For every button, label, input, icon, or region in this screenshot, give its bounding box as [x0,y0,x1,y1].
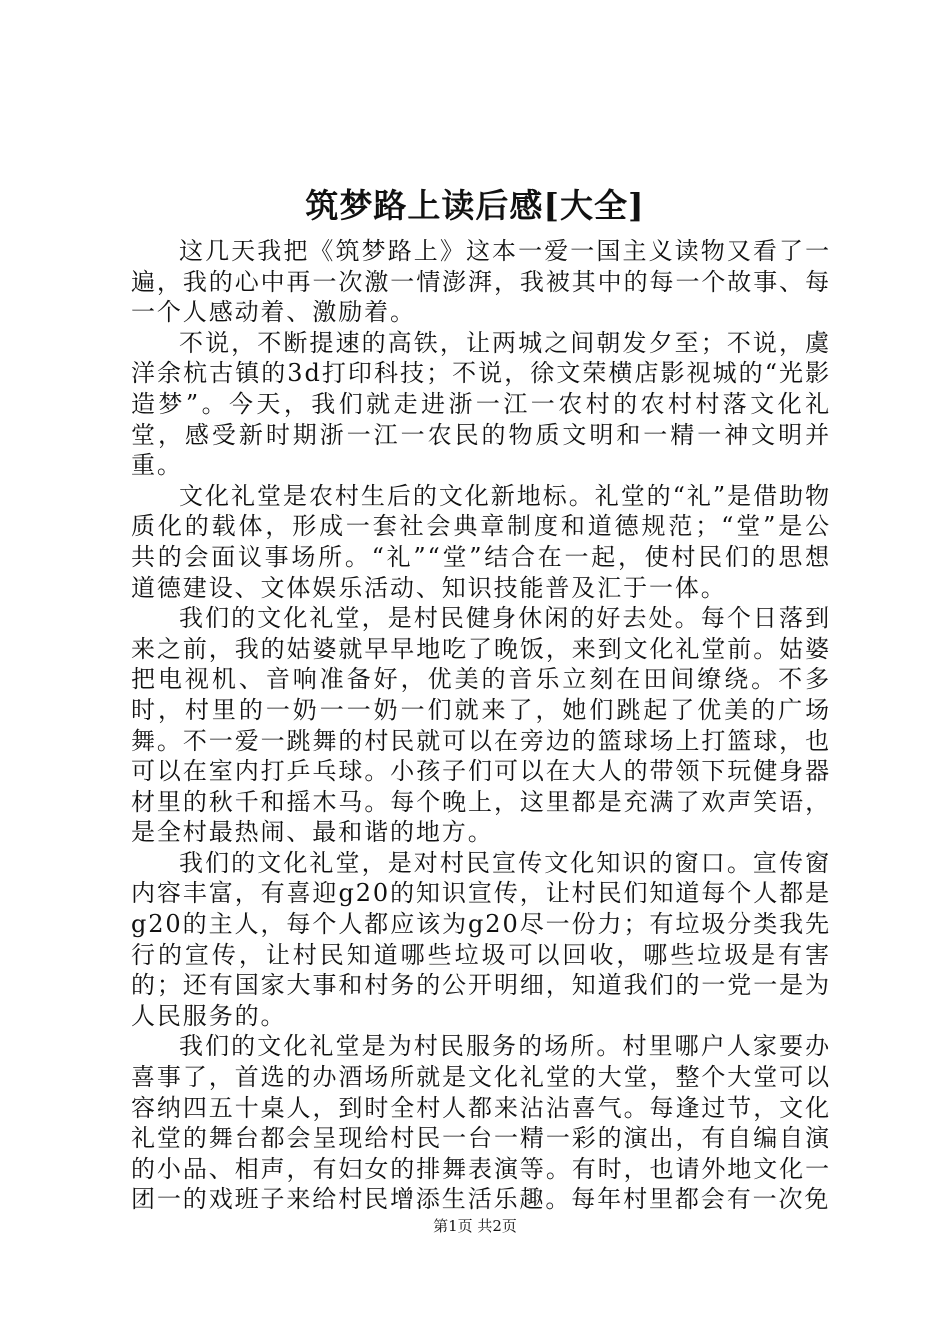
page-footer: 第1页 共2页 [433,1217,517,1235]
paragraph: 我们的文化礼堂，是对村民宣传文化知识的窗口。宣传窗内容丰富，有喜迎g20的知识宣传，让村民们知道每个人都是g20的主人，每个人都应该为g20尽一份力；有垃圾分类我先行的宣传，让村民知道哪些垃圾可以回收，哪些垃圾是有害的；还有国家大事和村务的公开明细，知道我们的一党一是为人民服务的。 [131,848,831,1030]
paragraph: 不说，不断提速的高铁，让两城之间朝发夕至；不说，虞洋余杭古镇的3d打印科技；不说，徐文荣横店影视城的“光影造梦”。今天，我们就走进浙一江一农村的农村村落文化礼堂，感受新时期浙一江一农民的物质文明和一精一神文明并重。 [131,328,831,480]
paragraph: 这几天我把《筑梦路上》这本一爱一国主义读物又看了一遍，我的心中再一次激一情澎湃，我被其中的每一个故事、每一个人感动着、激励着。 [131,237,831,327]
paragraph: 文化礼堂是农村生后的文化新地标。礼堂的“礼”是借助物质化的载体，形成一套社会典章制度和道德规范；“堂”是公共的会面议事场所。“礼”“堂”结合在一起，使村民们的思想道德建设、文体娱乐活动、知识技能普及汇于一体。 [131,481,831,602]
document-title: 筑梦路上读后感[大全] [305,186,645,225]
paragraph: 我们的文化礼堂，是村民健身休闲的好去处。每个日落到来之前，我的姑婆就早早地吃了晚饭，来到文化礼堂前。姑婆把电视机、音响准备好，优美的音乐立刻在田间缭绕。不多时，村里的一奶一一奶一们就来了，她们跳起了优美的广场舞。不一爱一跳舞的村民就可以在旁边的篮球场上打篮球，也可以在室内打乒乓球。小孩子们可以在大人的带领下玩健身器材里的秋千和摇木马。每个晚上，这里都是充满了欢声笑语，是全村最热闹、最和谐的地方。 [131,604,831,847]
document-body [131,236,831,1215]
paragraph: 我们的文化礼堂是为村民服务的场所。村里哪户人家要办喜事了，首选的办酒场所就是文化礼堂的大堂，整个大堂可以容纳四五十桌人，到时全村人都来沾沾喜气。每逢过节，文化礼堂的舞台都会呈现给村民一台一精一彩的演出，有自编自演的小品、相声，有妇女的排舞表演等。有时，也请外地文化一团一的戏班子来给村民增添生活乐趣。每年村里都会有一次免 [131,1032,831,1214]
